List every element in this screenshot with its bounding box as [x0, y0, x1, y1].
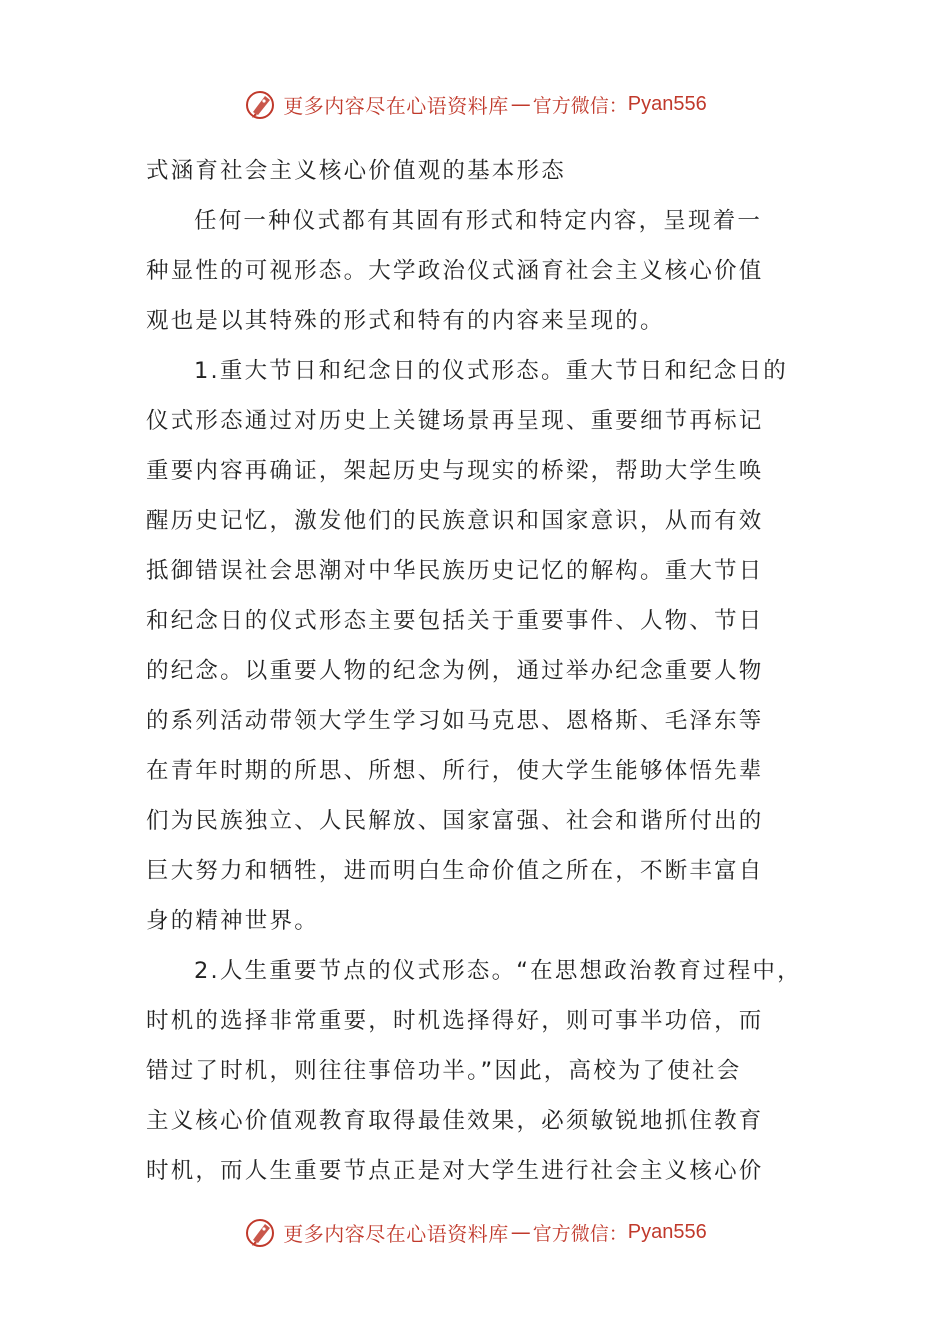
banner-wechat-label: 官方微信： [532, 1222, 628, 1245]
paragraph-first-line: 1.重大节日和纪念日的仪式形态。重大节日和纪念日的 [194, 358, 788, 384]
pen-nib-logo-icon [243, 86, 279, 122]
body-line: 们为民族独立、人民解放、国家富强、社会和谐所付出的 [146, 808, 764, 834]
paragraph-first-line: 任何一种仪式都有其固有形式和特定内容，呈现着一 [194, 208, 763, 234]
body-line: 错过了时机，则往往事倍功半。”因此，高校为了使社会 [146, 1058, 742, 1084]
body-line: 式涵育社会主义核心价值观的基本形态 [146, 158, 566, 184]
document-body [146, 146, 810, 1196]
body-line: 抵御错误社会思潮对中华民族历史记忆的解构。重大节日 [146, 558, 764, 584]
footer-banner [0, 1212, 950, 1252]
body-line: 和纪念日的仪式形态主要包括关于重要事件、人物、节日 [146, 608, 764, 634]
body-line: 时机，而人生重要节点正是对大学生进行社会主义核心价 [146, 1158, 764, 1184]
body-line: 身的精神世界。 [146, 908, 319, 934]
body-line: 的纪念。以重要人物的纪念为例，通过举办纪念重要人物 [146, 658, 764, 684]
banner-dash: — [510, 1220, 531, 1244]
pen-nib-logo-icon [243, 1214, 279, 1250]
banner-wechat-label: 官方微信： [532, 94, 628, 117]
body-line: 在青年时期的所思、所想、所行，使大学生能够体悟先辈 [146, 758, 764, 784]
paragraph-first-line: 2.人生重要节点的仪式形态。“在思想政治教育过程中， [194, 958, 802, 984]
body-line: 种显性的可视形态。大学政治仪式涵育社会主义核心价值 [146, 258, 764, 284]
banner-wechat-id: Pyan556 [627, 1220, 707, 1243]
banner-dash: — [510, 92, 531, 116]
banner-wechat-id: Pyan556 [627, 92, 707, 115]
body-line: 主义核心价值观教育取得最佳效果，必须敏锐地抓住教育 [146, 1108, 764, 1134]
header-banner [0, 84, 950, 124]
body-line: 仪式形态通过对历史上关键场景再呈现、重要细节再标记 [146, 408, 764, 434]
body-line: 重要内容再确证，架起历史与现实的桥梁，帮助大学生唤 [146, 458, 764, 484]
body-line: 的系列活动带领大学生学习如马克思、恩格斯、毛泽东等 [146, 708, 764, 734]
body-line: 醒历史记忆，激发他们的民族意识和国家意识，从而有效 [146, 508, 764, 534]
body-line: 巨大努力和牺牲，进而明白生命价值之所在，不断丰富自 [146, 858, 764, 884]
body-line: 观也是以其特殊的形式和特有的内容来呈现的。 [146, 308, 665, 334]
banner-site-text: 更多内容尽在心语资料库 [283, 93, 509, 118]
banner-site-text: 更多内容尽在心语资料库 [283, 1221, 509, 1246]
body-line: 时机的选择非常重要，时机选择得好，则可事半功倍，而 [146, 1008, 764, 1034]
